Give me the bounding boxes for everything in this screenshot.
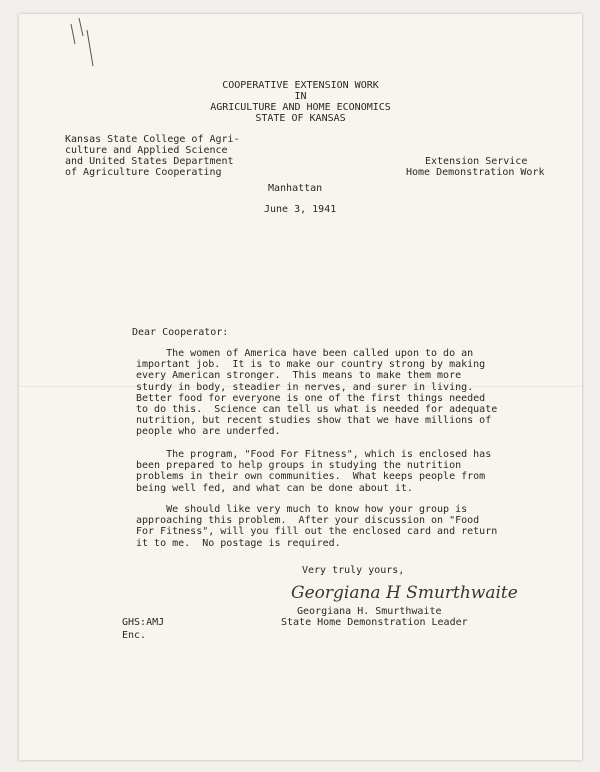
header-line-2: IN (294, 91, 307, 102)
reference-initials: GHS:AMJ (122, 617, 165, 628)
date: June 3, 1941 (264, 204, 337, 215)
signer-name: Georgiana H. Smurthwaite (297, 606, 442, 617)
signature (287, 574, 518, 608)
header-line-1: COOPERATIVE EXTENSION WORK (222, 80, 379, 91)
signer-title: State Home Demonstration Leader (281, 617, 468, 628)
service-line-2: Home Demonstration Work (406, 167, 545, 178)
enclosure-note: Enc. (122, 630, 147, 641)
header-line-4: STATE OF KANSAS (255, 113, 346, 124)
institution-line-1: Kansas State College of Agri- (65, 134, 240, 145)
institution-line-4: of Agriculture Cooperating (65, 167, 222, 178)
place: Manhattan (268, 183, 323, 194)
letter-page (19, 14, 582, 760)
body-paragraph-2: The program, "Food For Fitness", which is enclosed has been prepared to help groups in studying the nutrition problems in their own communities. What keeps people from being well fed, and what can be done about it. (136, 449, 492, 494)
institution-line-2: culture and Applied Science (65, 145, 228, 156)
institution-line-3: and United States Department (65, 156, 234, 167)
body-paragraph-1: The women of America have been called upon to do an important job. It is to make our country strong by making every American stronger. This means to make them more sturdy in body, steadier in nerves, and surer in living. Better food for everyone is one of the first things needed to do this. Science can tell us what is needed for adequate nutrition, but recent studies show that we have millions of people who are underfed. (136, 348, 498, 438)
header-line-3: AGRICULTURE AND HOME ECONOMICS (210, 102, 391, 113)
svg-text:Georgiana H Smurthwaite: Georgiana H Smurthwaite (291, 583, 518, 603)
salutation: Dear Cooperator: (132, 327, 229, 338)
pencil-marks (69, 14, 119, 74)
body-paragraph-3: We should like very much to know how your group is approaching this problem. After your discussion on "Food For Fitness", will you fill out the enclosed card and return it to me. No postage is required. (136, 504, 498, 549)
service-line-1: Extension Service (425, 156, 528, 167)
closing: Very truly yours, (302, 565, 405, 576)
